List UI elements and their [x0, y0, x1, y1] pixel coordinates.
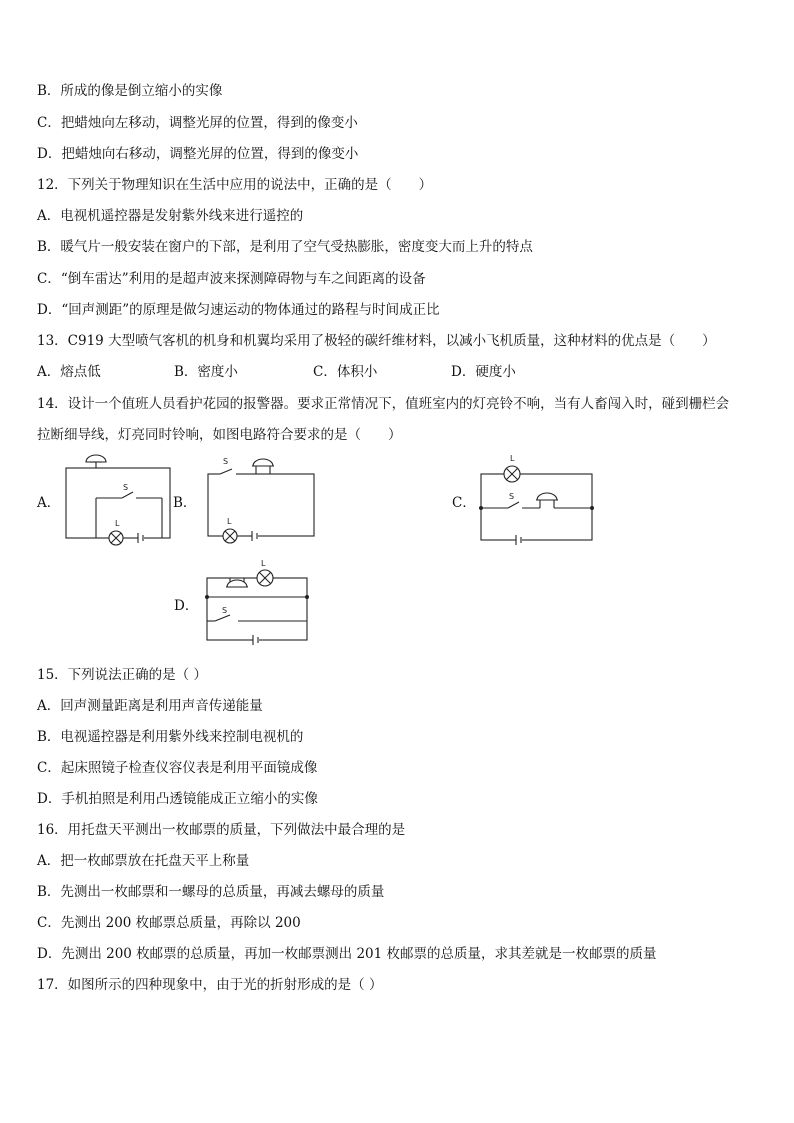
- option-11d: D．把蜡烛向右移动，调整光屏的位置，得到的像变小: [37, 146, 359, 162]
- switch-label-b: S: [223, 457, 229, 466]
- option-13d: D．硬度小: [451, 364, 516, 380]
- option-12b: B．暖气片一般安装在窗户的下部，是利用了空气受热膨胀，密度变大而上升的特点: [37, 239, 533, 255]
- circuit-diagram-c: [474, 452, 604, 552]
- switch-label-a: S: [123, 483, 129, 492]
- question-12: 12．下列关于物理知识在生活中应用的说法中，正确的是（ ）: [37, 177, 433, 193]
- option-14a-label: A．: [37, 495, 61, 511]
- question-17: 17．如图所示的四种现象中，由于光的折射形成的是（ ）: [37, 977, 383, 993]
- option-12d: D．“回声测距”的原理是做匀速运动的物体通过的路程与时间成正比: [37, 302, 440, 318]
- option-16c: C．先测出 200 枚邮票总质量，再除以 200: [37, 915, 301, 931]
- question-14-line2: 拉断细导线，灯亮同时铃响，如图电路符合要求的是（ ）: [37, 427, 402, 443]
- circuit-diagram-b: [200, 450, 320, 550]
- circuit-diagram-a: [60, 450, 180, 550]
- option-14b-label: B．: [173, 495, 197, 511]
- option-15d: D．手机拍照是利用凸透镜能成正立缩小的实像: [37, 791, 318, 807]
- option-11c: C．把蜡烛向左移动，调整光屏的位置，得到的像变小: [37, 115, 358, 131]
- option-11b: B．所成的像是倒立缩小的实像: [37, 83, 223, 99]
- lamp-label-a: L: [115, 519, 120, 528]
- question-14-line1: 14．设计一个值班人员看护花园的报警器。要求正常情况下，值班室内的灯亮铃不响，当有人畜闯入时，碰到栅栏会: [37, 396, 730, 412]
- option-16d: D．先测出 200 枚邮票的总质量，再加一枚邮票测出 201 枚邮票的总质量，求其差就是一枚邮票的质量: [37, 946, 657, 962]
- question-13: 13．C919 大型喷气客机的机身和机翼均采用了极轻的碳纤维材料，以减小飞机质量，这种材料的优点是（ ）: [37, 333, 716, 349]
- circuit-diagram-d: [200, 557, 320, 647]
- option-12c: C．“倒车雷达”利用的是超声波来探测障碍物与车之间距离的设备: [37, 271, 426, 287]
- option-12a: A．电视机遥控器是发射紫外线来进行遥控的: [37, 208, 304, 224]
- option-13b: B．密度小: [174, 364, 238, 380]
- lamp-label-c: L: [510, 454, 515, 463]
- option-16a: A．把一枚邮票放在托盘天平上称量: [37, 853, 250, 869]
- option-13a: A．熔点低: [37, 364, 101, 380]
- lamp-label-b: L: [227, 517, 232, 526]
- option-15c: C．起床照镜子检查仪容仪表是利用平面镜成像: [37, 760, 318, 776]
- question-13-options: [37, 363, 516, 381]
- option-13c: C．体积小: [313, 364, 378, 380]
- lamp-label-d: L: [261, 559, 266, 568]
- option-14c-label: C．: [452, 495, 476, 511]
- question-15: 15．下列说法正确的是（ ）: [37, 667, 207, 683]
- switch-label-d: S: [222, 606, 228, 615]
- switch-label-c: S: [509, 492, 515, 501]
- option-16b: B．先测出一枚邮票和一螺母的总质量，再减去螺母的质量: [37, 884, 385, 900]
- option-15a: A．回声测量距离是利用声音传递能量: [37, 698, 263, 714]
- option-14d-label: D．: [174, 598, 199, 614]
- question-16: 16．用托盘天平测出一枚邮票的质量，下列做法中最合理的是: [37, 822, 406, 838]
- option-15b: B．电视遥控器是利用紫外线来控制电视机的: [37, 729, 304, 745]
